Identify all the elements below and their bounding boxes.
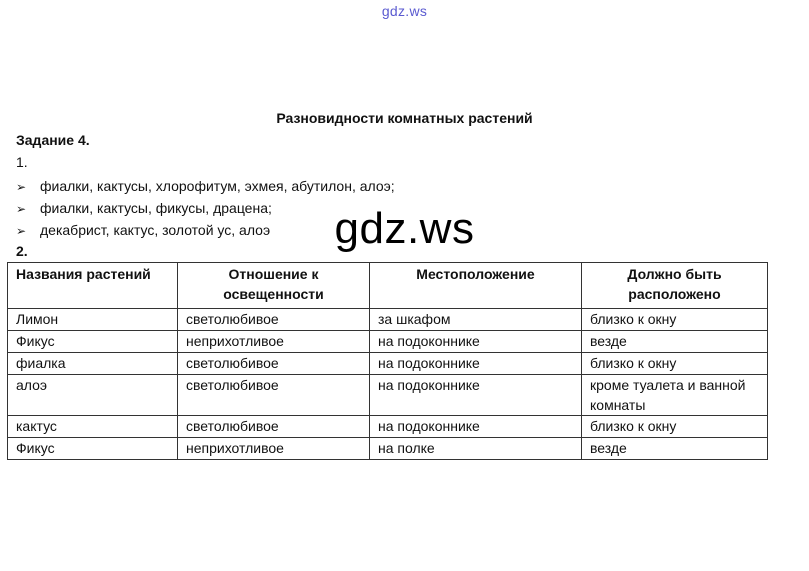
header-location: Местоположение — [370, 263, 582, 309]
table-row — [8, 416, 768, 438]
cell-plant: алоэ — [8, 375, 178, 416]
part-2-label: 2. — [16, 243, 28, 259]
table-row — [8, 438, 768, 460]
cell-placement: везде — [582, 331, 768, 353]
cell-placement: близко к окну — [582, 353, 768, 375]
part-1-label: 1. — [16, 154, 28, 170]
arrow-bullet-icon: ➢ — [16, 202, 27, 216]
cell-light: светолюбивое — [178, 353, 370, 375]
header-should-be-placed: Должно быть расположено — [582, 263, 768, 309]
cell-location: на подоконнике — [370, 375, 582, 416]
cell-placement: везде — [582, 438, 768, 460]
cell-location: на полке — [370, 438, 582, 460]
cell-plant: Фикус — [8, 438, 178, 460]
list-item — [16, 176, 395, 198]
faint-background-watermark — [60, 278, 750, 338]
list-item-text: фиалки, кактусы, хлорофитум, эхмея, абутилон, алоэ; — [40, 178, 395, 194]
list-item-text: декабрист, кактус, золотой ус, алоэ — [40, 222, 271, 238]
header-light-relation: Отношение к освещенности — [178, 263, 370, 309]
table-row — [8, 375, 768, 416]
cell-location: на подоконнике — [370, 353, 582, 375]
cell-placement: кроме туалета и ванной комнаты — [582, 375, 768, 416]
cell-plant: Фикус — [8, 331, 178, 353]
document-title: Разновидности комнатных растений — [276, 110, 533, 126]
cell-placement: близко к окну — [582, 309, 768, 331]
cell-light: неприхотливое — [178, 331, 370, 353]
task-heading: Задание 4. — [16, 132, 90, 148]
cell-light: светолюбивое — [178, 416, 370, 438]
cell-light: светолюбивое — [178, 375, 370, 416]
center-watermark: gdz.ws — [334, 204, 475, 253]
site-watermark-top: gdz.ws — [381, 3, 428, 19]
arrow-bullet-icon: ➢ — [16, 224, 27, 238]
cell-plant: кактус — [8, 416, 178, 438]
table-row — [8, 353, 768, 375]
list-item-text: фиалки, кактусы, фикусы, драцена; — [40, 200, 272, 216]
arrow-bullet-icon: ➢ — [16, 180, 27, 194]
cell-plant: Лимон — [8, 309, 178, 331]
cell-light: неприхотливое — [178, 438, 370, 460]
cell-light: светолюбивое — [178, 309, 370, 331]
cell-placement: близко к окну — [582, 416, 768, 438]
cell-plant: фиалка — [8, 353, 178, 375]
cell-location: на подоконнике — [370, 331, 582, 353]
cell-location: за шкафом — [370, 309, 582, 331]
cell-location: на подоконнике — [370, 416, 582, 438]
header-plant-name: Названия растений — [8, 263, 178, 309]
